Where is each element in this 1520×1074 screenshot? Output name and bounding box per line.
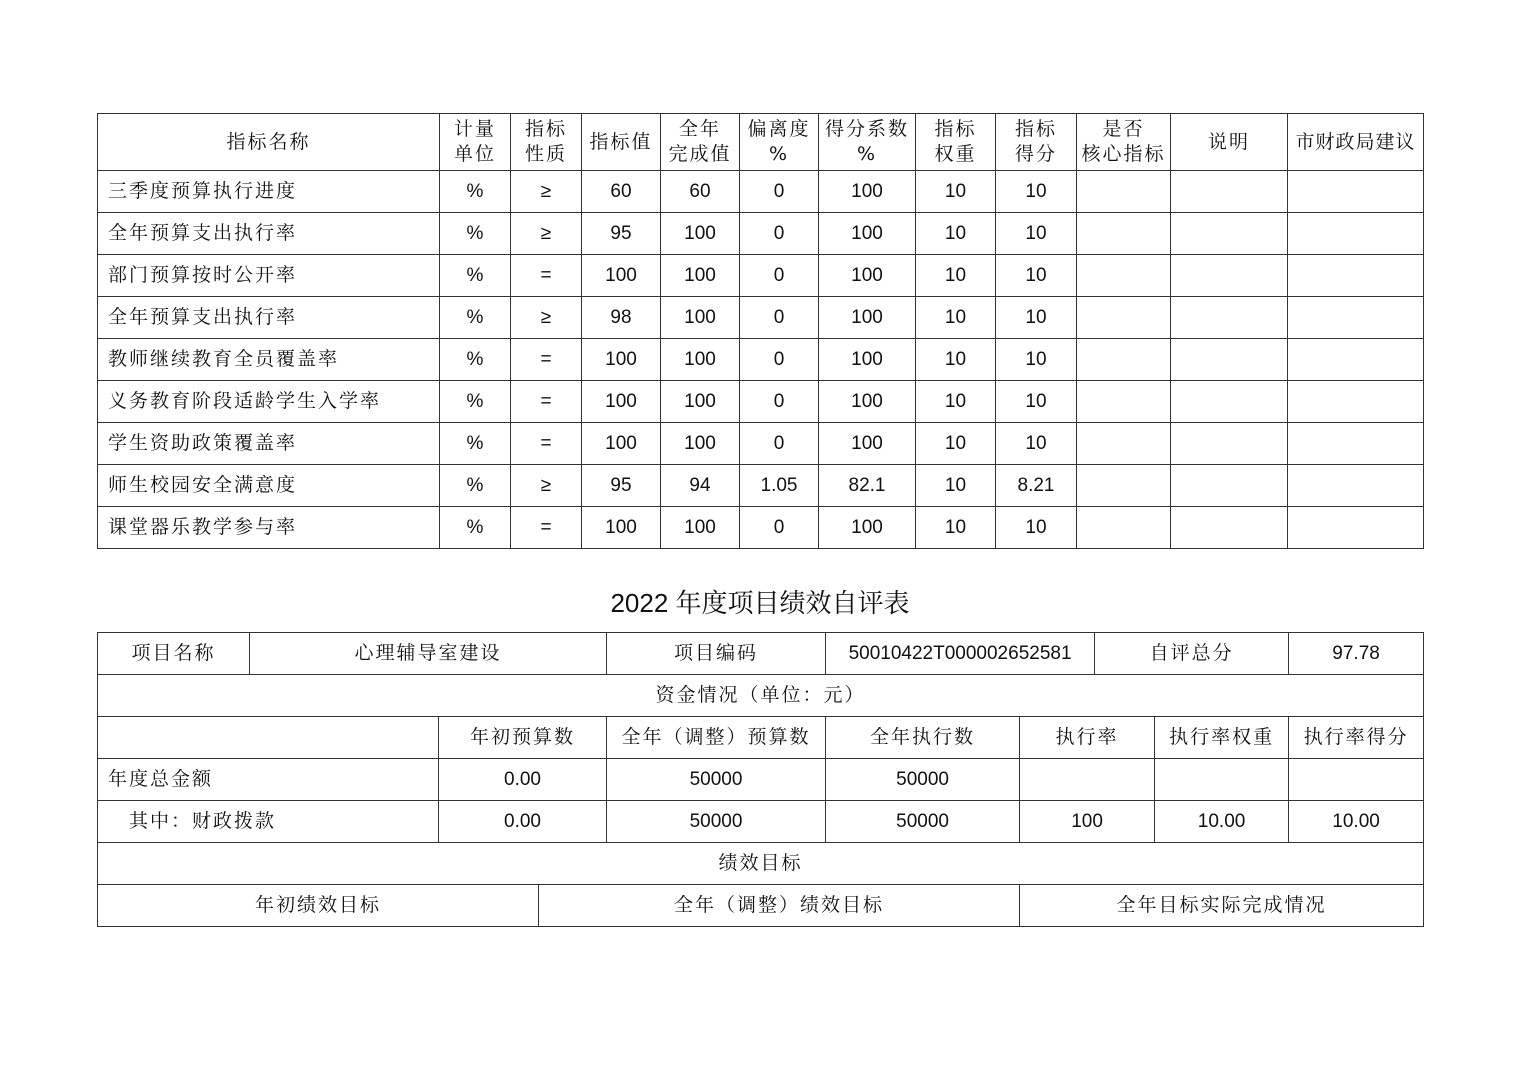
cell-indicator-name: 部门预算按时公开率 xyxy=(98,255,440,297)
funds-cell-rate-weight xyxy=(1155,759,1289,801)
cell-indicator-name: 师生校园安全满意度 xyxy=(98,465,440,507)
cell-weight: 10 xyxy=(916,381,996,423)
cell-indicator-name: 全年预算支出执行率 xyxy=(98,297,440,339)
perf-heading-row xyxy=(98,843,1424,885)
cell-weight: 10 xyxy=(916,297,996,339)
cell-core-indicator xyxy=(1077,213,1171,255)
funds-cell-adjusted-budget: 50000 xyxy=(607,759,826,801)
cell-score: 10 xyxy=(996,213,1077,255)
cell-finance-bureau-advice xyxy=(1288,297,1424,339)
cell-deviation: 0 xyxy=(740,423,819,465)
cell-completed-value: 100 xyxy=(661,255,740,297)
cell-deviation: 0 xyxy=(740,339,819,381)
perf-header-initial: 年初绩效目标 xyxy=(98,885,539,927)
cell-finance-bureau-advice xyxy=(1288,507,1424,549)
cell-nature: ≥ xyxy=(511,465,582,507)
cell-indicator-name: 学生资助政策覆盖率 xyxy=(98,423,440,465)
indicator-table xyxy=(97,113,1424,549)
project-code-label: 项目编码 xyxy=(607,633,826,675)
cell-score-coefficient: 100 xyxy=(819,507,916,549)
cell-nature: = xyxy=(511,339,582,381)
header-nature: 指标 性质 xyxy=(511,114,582,171)
cell-core-indicator xyxy=(1077,507,1171,549)
cell-core-indicator xyxy=(1077,297,1171,339)
funds-cell-adjusted-budget: 50000 xyxy=(607,801,826,843)
cell-nature: ≥ xyxy=(511,213,582,255)
table-row xyxy=(98,213,1424,255)
funds-cell-execution-rate xyxy=(1020,759,1155,801)
project-info-row xyxy=(98,633,1424,675)
cell-score: 10 xyxy=(996,423,1077,465)
cell-core-indicator xyxy=(1077,465,1171,507)
cell-score-coefficient: 100 xyxy=(819,213,916,255)
funds-header-executed: 全年执行数 xyxy=(826,717,1020,759)
funds-header-adjusted-budget: 全年（调整）预算数 xyxy=(607,717,826,759)
cell-completed-value: 100 xyxy=(661,339,740,381)
project-code-value: 50010422T000002652581 xyxy=(826,633,1095,675)
header-score-coefficient: 得分系数 % xyxy=(819,114,916,171)
header-weight: 指标 权重 xyxy=(916,114,996,171)
cell-score: 10 xyxy=(996,381,1077,423)
cell-deviation: 0 xyxy=(740,213,819,255)
cell-unit: % xyxy=(440,381,511,423)
perf-header-actual: 全年目标实际完成情况 xyxy=(1020,885,1424,927)
funds-header-rate-weight: 执行率权重 xyxy=(1155,717,1289,759)
funds-row-label: 其中：财政拨款 xyxy=(98,801,439,843)
cell-core-indicator xyxy=(1077,255,1171,297)
cell-score-coefficient: 100 xyxy=(819,339,916,381)
cell-unit: % xyxy=(440,507,511,549)
header-score: 指标 得分 xyxy=(996,114,1077,171)
cell-indicator-name: 义务教育阶段适龄学生入学率 xyxy=(98,381,440,423)
cell-target-value: 100 xyxy=(582,423,661,465)
cell-score-coefficient: 100 xyxy=(819,423,916,465)
table-row xyxy=(98,171,1424,213)
cell-indicator-name: 教师继续教育全员覆盖率 xyxy=(98,339,440,381)
cell-target-value: 60 xyxy=(582,171,661,213)
perf-heading: 绩效目标 xyxy=(98,843,1424,885)
cell-unit: % xyxy=(440,171,511,213)
cell-core-indicator xyxy=(1077,171,1171,213)
header-completed-value: 全年 完成值 xyxy=(661,114,740,171)
funds-cell-executed: 50000 xyxy=(826,801,1020,843)
cell-completed-value: 100 xyxy=(661,423,740,465)
cell-finance-bureau-advice xyxy=(1288,339,1424,381)
cell-completed-value: 100 xyxy=(661,507,740,549)
cell-indicator-name: 课堂器乐教学参与率 xyxy=(98,507,440,549)
funds-heading-row xyxy=(98,675,1424,717)
cell-score-coefficient: 100 xyxy=(819,171,916,213)
cell-description xyxy=(1171,465,1288,507)
cell-deviation: 0 xyxy=(740,381,819,423)
cell-target-value: 95 xyxy=(582,213,661,255)
cell-weight: 10 xyxy=(916,465,996,507)
cell-target-value: 95 xyxy=(582,465,661,507)
table-row xyxy=(98,507,1424,549)
header-deviation: 偏离度 % xyxy=(740,114,819,171)
cell-score: 10 xyxy=(996,255,1077,297)
cell-nature: = xyxy=(511,381,582,423)
cell-finance-bureau-advice xyxy=(1288,255,1424,297)
funds-header-initial-budget: 年初预算数 xyxy=(439,717,607,759)
cell-finance-bureau-advice xyxy=(1288,423,1424,465)
cell-finance-bureau-advice xyxy=(1288,465,1424,507)
cell-indicator-name: 全年预算支出执行率 xyxy=(98,213,440,255)
cell-finance-bureau-advice xyxy=(1288,213,1424,255)
total-score-label: 自评总分 xyxy=(1095,633,1289,675)
cell-score: 10 xyxy=(996,171,1077,213)
cell-completed-value: 100 xyxy=(661,297,740,339)
total-score-value: 97.78 xyxy=(1289,633,1424,675)
cell-description xyxy=(1171,423,1288,465)
cell-description xyxy=(1171,213,1288,255)
table-row xyxy=(98,423,1424,465)
cell-target-value: 100 xyxy=(582,339,661,381)
cell-target-value: 100 xyxy=(582,381,661,423)
cell-deviation: 0 xyxy=(740,507,819,549)
funds-cell-rate-score: 10.00 xyxy=(1289,801,1424,843)
header-indicator-name: 指标名称 xyxy=(98,114,440,171)
perf-header-row xyxy=(98,885,1424,927)
header-finance-bureau-advice: 市财政局建议 xyxy=(1288,114,1424,171)
table-row xyxy=(98,297,1424,339)
cell-unit: % xyxy=(440,465,511,507)
funds-cell-executed: 50000 xyxy=(826,759,1020,801)
cell-description xyxy=(1171,255,1288,297)
self-eval-table xyxy=(97,632,1424,927)
indicator-table-body xyxy=(98,171,1424,549)
cell-deviation: 1.05 xyxy=(740,465,819,507)
funds-header-execution-rate: 执行率 xyxy=(1020,717,1155,759)
header-core-indicator: 是否 核心指标 xyxy=(1077,114,1171,171)
cell-deviation: 0 xyxy=(740,297,819,339)
cell-finance-bureau-advice xyxy=(1288,171,1424,213)
funds-header-rate-score: 执行率得分 xyxy=(1289,717,1424,759)
header-description: 说明 xyxy=(1171,114,1288,171)
project-name-label: 项目名称 xyxy=(98,633,250,675)
cell-indicator-name: 三季度预算执行进度 xyxy=(98,171,440,213)
cell-completed-value: 100 xyxy=(661,381,740,423)
cell-unit: % xyxy=(440,297,511,339)
funds-cell-rate-weight: 10.00 xyxy=(1155,801,1289,843)
cell-weight: 10 xyxy=(916,507,996,549)
funds-header-blank xyxy=(98,717,439,759)
cell-target-value: 100 xyxy=(582,507,661,549)
page-title: 2022 年度项目绩效自评表 xyxy=(610,588,910,618)
funds-heading: 资金情况（单位：元） xyxy=(98,675,1424,717)
cell-unit: % xyxy=(440,339,511,381)
cell-unit: % xyxy=(440,255,511,297)
funds-cell-initial-budget: 0.00 xyxy=(439,801,607,843)
table-row xyxy=(98,465,1424,507)
funds-row-fiscal xyxy=(98,801,1424,843)
cell-weight: 10 xyxy=(916,171,996,213)
cell-weight: 10 xyxy=(916,339,996,381)
cell-deviation: 0 xyxy=(740,255,819,297)
cell-description xyxy=(1171,507,1288,549)
indicator-header-row xyxy=(98,114,1424,171)
cell-nature: = xyxy=(511,423,582,465)
cell-nature: ≥ xyxy=(511,171,582,213)
cell-score-coefficient: 100 xyxy=(819,297,916,339)
funds-cell-rate-score xyxy=(1289,759,1424,801)
cell-score: 8.21 xyxy=(996,465,1077,507)
table-row xyxy=(98,381,1424,423)
cell-core-indicator xyxy=(1077,339,1171,381)
table-row xyxy=(98,339,1424,381)
funds-cell-initial-budget: 0.00 xyxy=(439,759,607,801)
cell-weight: 10 xyxy=(916,423,996,465)
perf-header-adjusted: 全年（调整）绩效目标 xyxy=(539,885,1020,927)
cell-deviation: 0 xyxy=(740,171,819,213)
header-target-value: 指标值 xyxy=(582,114,661,171)
cell-score-coefficient: 82.1 xyxy=(819,465,916,507)
cell-nature: = xyxy=(511,507,582,549)
cell-description xyxy=(1171,297,1288,339)
cell-completed-value: 60 xyxy=(661,171,740,213)
cell-weight: 10 xyxy=(916,213,996,255)
funds-row-total xyxy=(98,759,1424,801)
cell-score: 10 xyxy=(996,507,1077,549)
cell-weight: 10 xyxy=(916,255,996,297)
cell-core-indicator xyxy=(1077,423,1171,465)
funds-row-label: 年度总金额 xyxy=(98,759,439,801)
table-row xyxy=(98,255,1424,297)
cell-description xyxy=(1171,381,1288,423)
cell-score: 10 xyxy=(996,339,1077,381)
cell-nature: ≥ xyxy=(511,297,582,339)
cell-score-coefficient: 100 xyxy=(819,255,916,297)
project-name-value: 心理辅导室建设 xyxy=(250,633,607,675)
cell-target-value: 100 xyxy=(582,255,661,297)
cell-finance-bureau-advice xyxy=(1288,381,1424,423)
cell-score: 10 xyxy=(996,297,1077,339)
cell-score-coefficient: 100 xyxy=(819,381,916,423)
funds-header-row xyxy=(98,717,1424,759)
cell-core-indicator xyxy=(1077,381,1171,423)
cell-target-value: 98 xyxy=(582,297,661,339)
cell-unit: % xyxy=(440,213,511,255)
cell-completed-value: 100 xyxy=(661,213,740,255)
cell-completed-value: 94 xyxy=(661,465,740,507)
cell-unit: % xyxy=(440,423,511,465)
cell-description xyxy=(1171,171,1288,213)
funds-cell-execution-rate: 100 xyxy=(1020,801,1155,843)
cell-nature: = xyxy=(511,255,582,297)
cell-description xyxy=(1171,339,1288,381)
header-unit: 计量 单位 xyxy=(440,114,511,171)
